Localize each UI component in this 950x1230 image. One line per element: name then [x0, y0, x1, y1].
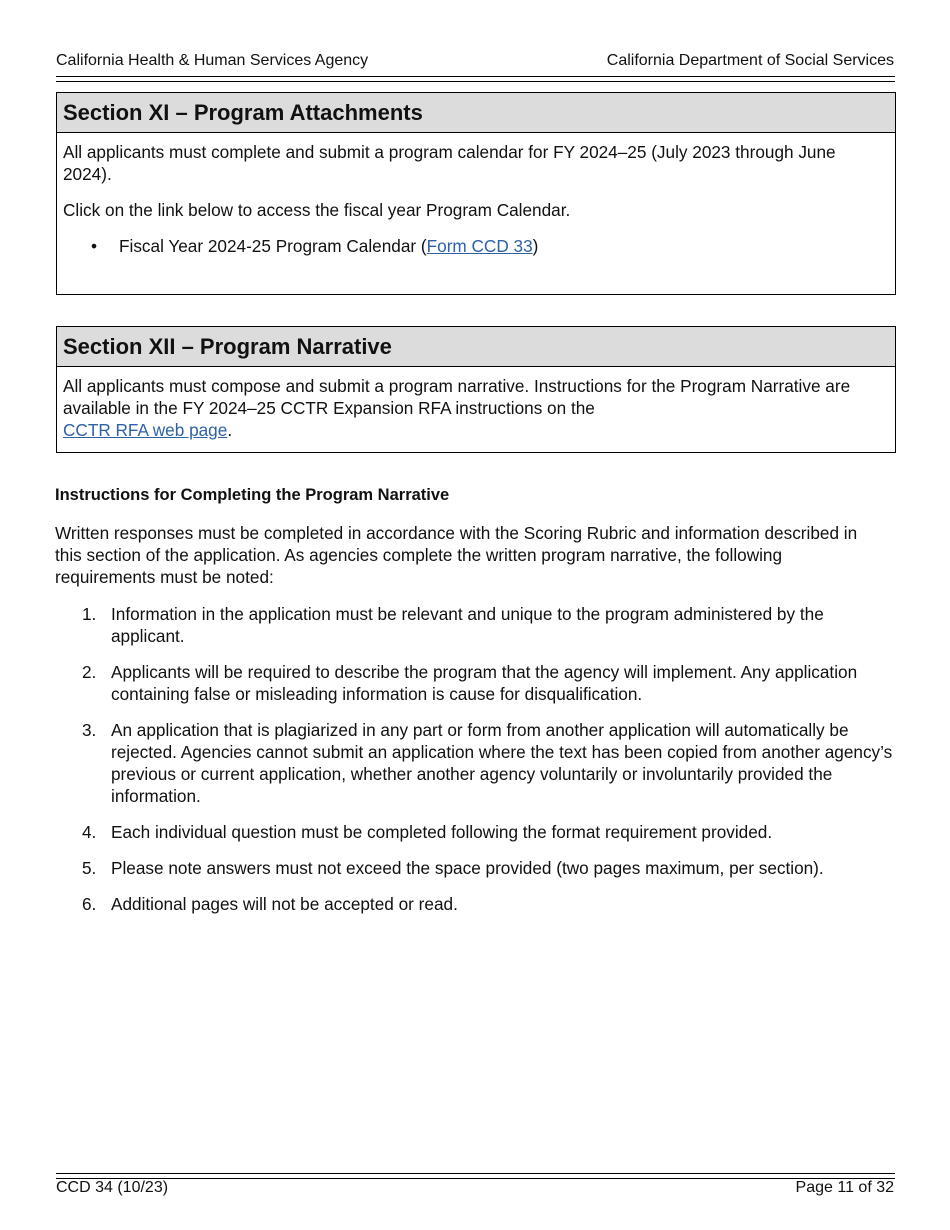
footer-rule — [56, 1173, 895, 1179]
header-rule — [56, 76, 895, 82]
section-xi-title: Section XI – Program Attachments — [57, 93, 895, 133]
list-item: 3. An application that is plagiarized in any part or form from another application will automatically be rejected. Agencies cannot submit an application where the text has been copied from another agency’s previous or current application, whether another agency voluntarily or involuntarily provided the information. — [82, 720, 893, 806]
header-department: California Department of Social Services — [606, 52, 894, 69]
section-xii-box — [56, 326, 896, 453]
section-xii-title: Section XII – Program Narrative — [57, 327, 895, 367]
section-xi-box — [56, 92, 896, 295]
instructions-intro: Written responses must be completed in accordance with the Scoring Rubric and information described in this section of the application. As agencies complete the written program narrative, the following requirements must be noted: — [55, 523, 858, 587]
form-code: CCD 34 (10/23) — [56, 1179, 169, 1196]
list-item: 6. Additional pages will not be accepted or read. — [82, 894, 458, 914]
requirements-list — [55, 603, 893, 929]
header-agency: California Health & Human Services Agency — [56, 52, 369, 69]
section-xii-text: All applicants must compose and submit a program narrative. Instructions for the Program Narrative are available in the FY 2024–25 CCTR Expansion RFA instructions on the CCTR RFA web page. — [63, 376, 851, 440]
section-xi-paragraph-1: All applicants must complete and submit a program calendar for FY 2024–25 (July 2023 through June 2024). — [63, 142, 836, 184]
page-number: Page 11 of 32 — [795, 1179, 894, 1196]
form-ccd33-link[interactable]: Form CCD 33 — [426, 236, 533, 256]
program-calendar-bullet: • Fiscal Year 2024-25 Program Calendar (Form CCD 33) — [91, 236, 539, 256]
list-item: 2. Applicants will be required to describe the program that the agency will implement. Any application containing false or misleading information is cause for disqualification. — [82, 662, 858, 704]
instructions-heading: Instructions for Completing the Program Narrative — [55, 486, 450, 504]
cctr-rfa-link[interactable]: CCTR RFA web page — [63, 420, 228, 440]
list-item: 4. Each individual question must be completed following the format requirement provided. — [82, 822, 773, 842]
page-header — [56, 52, 894, 74]
section-xi-paragraph-2: Click on the link below to access the fiscal year Program Calendar. — [63, 200, 571, 220]
list-item: 1. Information in the application must be relevant and unique to the program administered by the applicant. — [82, 604, 824, 646]
bullet-dot: • — [91, 236, 98, 256]
list-item: 5. Please note answers must not exceed the space provided (two pages maximum, per section). — [82, 858, 824, 878]
